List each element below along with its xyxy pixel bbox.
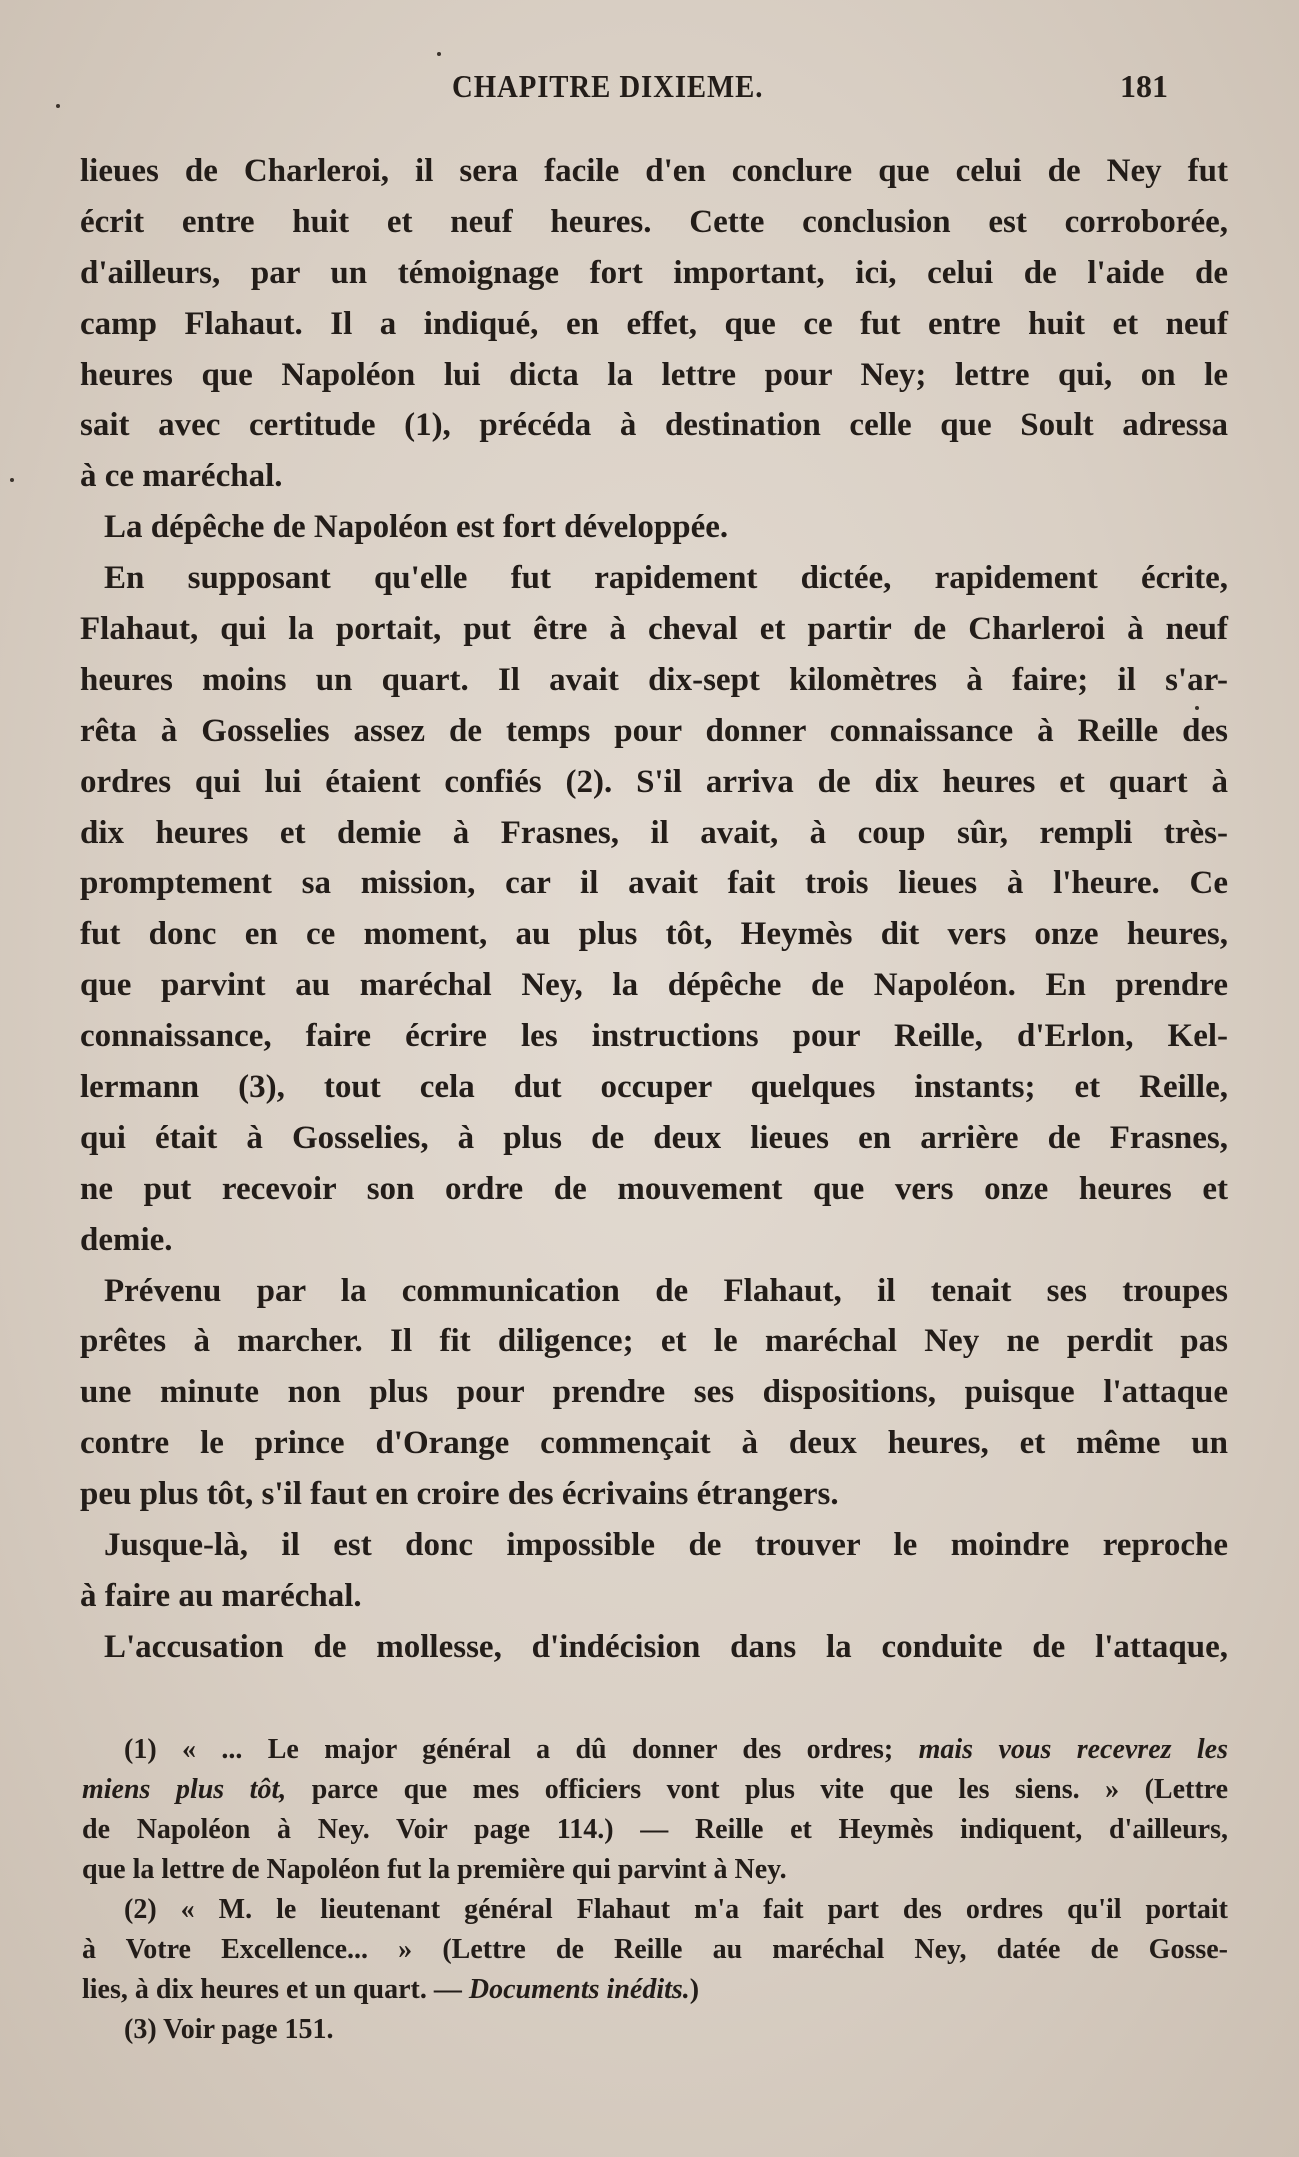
text-line xyxy=(80,451,1228,502)
text-line-content: prêtes à marcher. Il fit diligence; et le maréchal Ney ne perdit pas xyxy=(80,1323,1228,1360)
text-line-content: En supposant qu'elle fut rapidement dictée, rapidement écrite, xyxy=(104,560,1228,597)
text-line-content: à faire au maréchal. xyxy=(80,1577,362,1614)
footnote-text: à Votre Excellence... » (Lettre de Reille au maréchal Ney, datée de Gosse- xyxy=(82,1934,1228,1965)
text-line-content: qui était à Gosselies, à plus de deux lieues en arrière de Frasnes, xyxy=(80,1119,1228,1156)
footnote-text: ) xyxy=(689,1974,700,2005)
footnote-text: que la lettre de Napoléon fut la première qui parvint à Ney. xyxy=(82,1854,787,1885)
text-line-content: demie. xyxy=(80,1221,173,1258)
footnote-line-content xyxy=(82,1854,787,1885)
italic-text: miens plus tôt, xyxy=(82,1774,287,1805)
text-line xyxy=(80,1011,1228,1062)
text-line xyxy=(80,858,1228,909)
text-line-content: lermann (3), tout cela dut occuper quelques instants; et Reille, xyxy=(80,1069,1228,1106)
text-line-content: promptement sa mission, car il avait fait trois lieues à l'heure. Ce xyxy=(80,865,1228,902)
text-line xyxy=(80,706,1228,757)
page-header xyxy=(0,68,1299,112)
text-line-content: Jusque-là, il est donc impossible de trouver le moindre reproche xyxy=(104,1527,1228,1564)
page-number: 181 xyxy=(1120,68,1168,104)
text-line-content: La dépêche de Napoléon est fort développée. xyxy=(104,509,729,546)
footnote-line xyxy=(82,2010,1228,2050)
text-line-content: que parvint au maréchal Ney, la dépêche de Napoléon. En prendre xyxy=(80,967,1228,1004)
text-line xyxy=(80,553,1228,604)
text-line xyxy=(80,1164,1228,1215)
footnote-text: (3) Voir page 151. xyxy=(124,2014,334,2045)
text-line xyxy=(80,299,1228,350)
footnote-line xyxy=(82,1930,1228,1970)
text-line-content: fut donc en ce moment, au plus tôt, Heymès dit vers onze heures, xyxy=(80,916,1228,953)
text-line xyxy=(80,604,1228,655)
text-line-content: écrit entre huit et neuf heures. Cette conclusion est corroborée, xyxy=(80,203,1228,240)
footnote-text: parce que mes officiers vont plus vite que les siens. » (Lettre xyxy=(286,1774,1228,1805)
text-line xyxy=(80,400,1228,451)
footnote-line xyxy=(82,1970,1228,2010)
ink-speck xyxy=(1195,706,1199,710)
footnote-line-content xyxy=(124,1734,1228,1765)
footnote-line-content xyxy=(124,2014,334,2045)
text-line-content: dix heures et demie à Frasnes, il avait, à coup sûr, rempli très- xyxy=(80,814,1228,851)
italic-text: Documents inédits. xyxy=(468,1974,690,2005)
text-line-content: connaissance, faire écrire les instructions pour Reille, d'Erlon, Kel- xyxy=(80,1018,1228,1055)
text-line-content: camp Flahaut. Il a indiqué, en effet, que ce fut entre huit et neuf xyxy=(80,305,1228,342)
text-line xyxy=(80,909,1228,960)
footnote-line-content xyxy=(82,1814,1228,1845)
text-line-content: rêta à Gosselies assez de temps pour donner connaissance à Reille des xyxy=(80,712,1228,749)
footnote-line-content xyxy=(124,1894,1228,1925)
text-line-content: Flahaut, qui la portait, put être à cheval et partir de Charleroi à neuf xyxy=(80,611,1228,648)
text-line xyxy=(80,146,1228,197)
text-line-content: heures moins un quart. Il avait dix-sept kilomètres à faire; il s'ar- xyxy=(80,661,1228,698)
text-line xyxy=(80,248,1228,299)
footnote-line-content xyxy=(82,1774,1228,1805)
text-line-content: ordres qui lui étaient confiés (2). S'il arriva de dix heures et quart à xyxy=(80,763,1228,800)
footnote-text: (1) « ... Le major général a dû donner des ordres; xyxy=(124,1734,919,1765)
running-title: CHAPITRE DIXIEME. xyxy=(452,68,764,104)
text-line-content: L'accusation de mollesse, d'indécision dans la conduite de l'attaque, xyxy=(104,1628,1228,1665)
italic-text: mais vous recevrez les xyxy=(918,1734,1228,1765)
text-line-content: Prévenu par la communication de Flahaut, il tenait ses troupes xyxy=(104,1272,1228,1309)
text-line xyxy=(80,350,1228,401)
text-line xyxy=(80,1113,1228,1164)
text-line-content: lieues de Charleroi, il sera facile d'en conclure que celui de Ney fut xyxy=(80,153,1228,189)
text-line xyxy=(80,1367,1228,1418)
text-line xyxy=(80,960,1228,1011)
ink-speck xyxy=(56,104,60,108)
text-line xyxy=(80,502,1228,553)
footnote-line xyxy=(82,1810,1228,1850)
footnote-line-content xyxy=(82,1974,699,2005)
text-line-content: heures que Napoléon lui dicta la lettre pour Ney; lettre qui, on le xyxy=(80,356,1228,393)
ink-speck xyxy=(437,52,441,56)
text-line xyxy=(80,1520,1228,1571)
footnote-text: lies, à dix heures et un quart. — xyxy=(82,1974,469,2005)
text-line xyxy=(80,1215,1228,1266)
ink-speck xyxy=(10,478,14,482)
text-line xyxy=(80,757,1228,808)
footnote-line xyxy=(82,1890,1228,1930)
text-line xyxy=(80,1418,1228,1469)
text-line-content: sait avec certitude (1), précéda à destination celle que Soult adressa xyxy=(80,407,1228,444)
text-line xyxy=(80,1622,1228,1673)
footnote-line xyxy=(82,1730,1228,1770)
footnote-text: (2) « M. le lieutenant général Flahaut m'a fait part des ordres qu'il portait xyxy=(124,1894,1228,1925)
footnotes xyxy=(82,1730,1228,2050)
text-line xyxy=(80,197,1228,248)
text-line-content: contre le prince d'Orange commençait à deux heures, et même un xyxy=(80,1425,1228,1462)
text-line xyxy=(80,655,1228,706)
text-line-content: une minute non plus pour prendre ses dispositions, puisque l'attaque xyxy=(80,1374,1228,1411)
text-line xyxy=(80,1266,1228,1317)
text-line-content: peu plus tôt, s'il faut en croire des écrivains étrangers. xyxy=(80,1476,839,1513)
text-line xyxy=(80,1469,1228,1520)
footnote-text: de Napoléon à Ney. Voir page 114.) — Reille et Heymès indiquent, d'ailleurs, xyxy=(82,1814,1228,1845)
text-line xyxy=(80,1571,1228,1622)
body-text xyxy=(80,146,1228,1673)
text-line-content: ne put recevoir son ordre de mouvement que vers onze heures et xyxy=(80,1170,1228,1207)
text-line-content: d'ailleurs, par un témoignage fort important, ici, celui de l'aide de xyxy=(80,254,1228,291)
footnote-line xyxy=(82,1770,1228,1810)
text-line xyxy=(80,1062,1228,1113)
text-line-content: à ce maréchal. xyxy=(80,458,283,495)
text-line xyxy=(80,808,1228,859)
text-line xyxy=(80,1316,1228,1367)
footnote-line-content xyxy=(82,1934,1228,1965)
footnote-line xyxy=(82,1850,1228,1890)
